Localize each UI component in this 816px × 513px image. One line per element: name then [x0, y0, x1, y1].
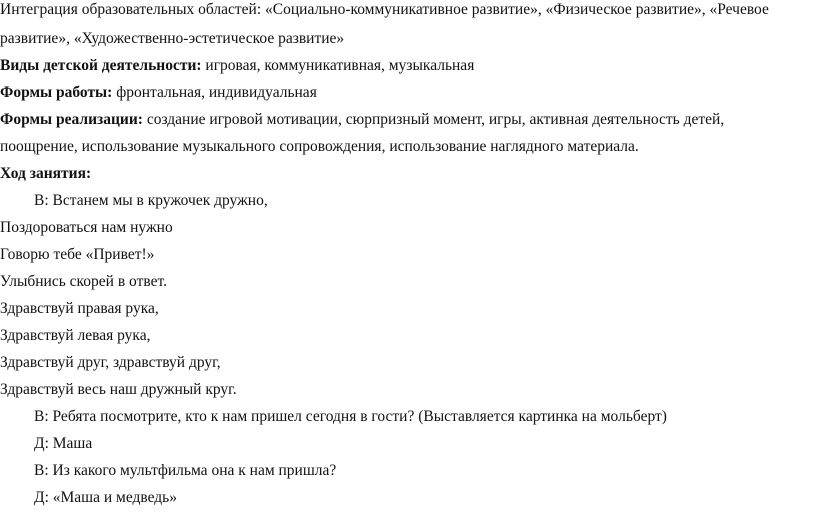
activities-label: Виды детской деятельности:: [0, 57, 202, 74]
poem-line: Здравствуй левая рука,: [0, 327, 151, 344]
realization-label: Формы реализации:: [0, 111, 143, 128]
lesson-heading: [0, 164, 91, 184]
lesson-heading-text: Ход занятия:: [0, 165, 92, 182]
dialogue-line: Д: «Маша и медведь»: [34, 489, 178, 506]
poem-line: Здравствуй правая рука,: [0, 300, 159, 317]
realization-row: [0, 110, 724, 130]
dialogue-line: В: Ребята посмотрите, кто к нам пришел сегодня в гости? (Выставляется картинка на мольберт): [34, 408, 667, 425]
realization-value-line-2: поощрение, использование музыкального сопровождения, использование наглядного материала.: [0, 138, 639, 155]
poem-line: Улыбнись скорей в ответ.: [0, 273, 167, 290]
realization-value-line-1: создание игровой мотивации, сюрпризный момент, игры, активная деятельность детей,: [142, 111, 725, 128]
integration-line-2: развитие», «Художественно-эстетическое развитие»: [0, 30, 345, 47]
dialogue-line: В: Из какого мультфильма она к нам пришла?: [34, 462, 337, 479]
integration-line-1: Интеграция образовательных областей: «Социально-коммуникативное развитие», «Физическое развитие», «Речевое: [0, 1, 769, 18]
dialogue-line: Д: Маша: [34, 435, 93, 452]
activities-value: игровая, коммуникативная, музыкальная: [201, 57, 475, 74]
poem-line: Здравствуй друг, здравствуй друг,: [0, 354, 221, 371]
poem-line: Говорю тебе «Привет!»: [0, 246, 155, 263]
work-forms-value: фронтальная, индивидуальная: [112, 84, 317, 101]
activities-row: [0, 56, 474, 76]
poem-line: Здравствуй весь наш дружный круг.: [0, 381, 237, 398]
work-forms-label: Формы работы:: [0, 84, 113, 101]
poem-line: В: Встанем мы в кружочек дружно,: [34, 192, 268, 209]
work-forms-row: [0, 83, 317, 103]
poem-line: Поздороваться нам нужно: [0, 219, 173, 236]
